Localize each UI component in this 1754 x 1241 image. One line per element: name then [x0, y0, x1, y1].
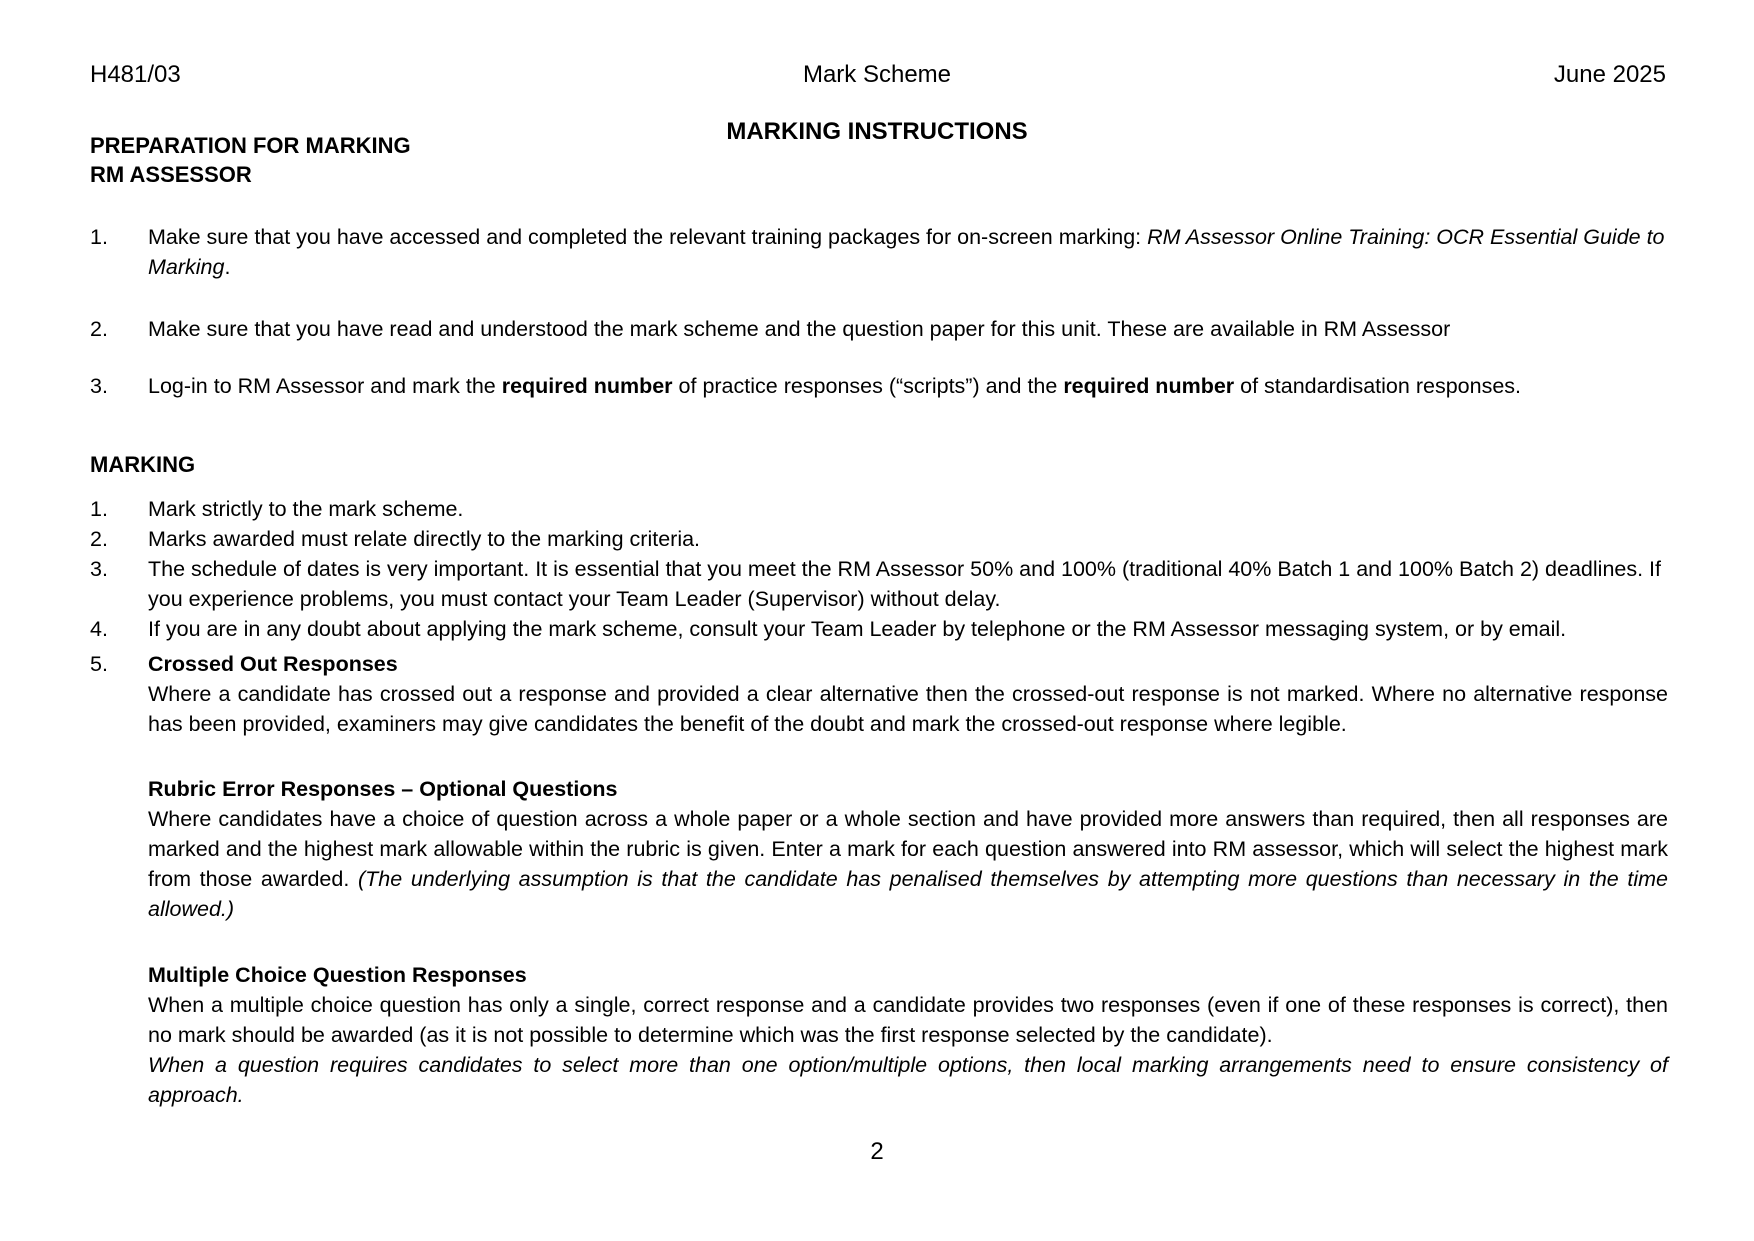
page-title: MARKING INSTRUCTIONS: [726, 118, 1028, 145]
prep-item-end: .: [224, 255, 231, 279]
prep-item-text: Make sure that you have read and understood the mark scheme and the question paper for this unit. These are available in RM Assessor: [148, 317, 1451, 341]
marking-item-text: The schedule of dates is very important. It is essential that you meet the RM Assessor 50% and 100% (traditional 40% Batch 1 and 100% Batch 2) deadlines. If you experience problems, you must contact your Team Leader (Supervisor) without delay.: [148, 557, 1661, 611]
prep-item-text: of practice responses (“scripts”) and the: [672, 374, 1064, 398]
marking-item-3: [90, 554, 1668, 614]
prep-item-number: 2.: [90, 317, 108, 341]
prep-item-number: 1.: [90, 225, 108, 249]
prep-item-text: of standardisation responses.: [1234, 374, 1521, 398]
marking-item-5: [90, 649, 1668, 679]
prep-item-italic: RM Assessor Online Training: OCR Essential Guide to Marking: [148, 225, 1665, 279]
header-left: H481/03: [90, 61, 181, 88]
prep-item-bold: required number: [501, 374, 673, 398]
mcq-text: When a multiple choice question has only a single, correct response and a candidate provides two responses (even if one of these responses is correct), then no mark should be awarded (as it is not possible to determine which was the first response selected by the candidate).: [148, 993, 1668, 1047]
marking-item-number: 3.: [90, 557, 108, 581]
rubric-italic: (The underlying assumption is that the candidate has penalised themselves by attempting more questions than necessary in the time allowed.): [148, 867, 1668, 921]
marking-item-number: 1.: [90, 497, 108, 521]
marking-item-text: Mark strictly to the mark scheme.: [148, 497, 464, 521]
header-right: June 2025: [1553, 61, 1666, 88]
rubric-paragraph: [148, 804, 1668, 924]
marking-item-number: 4.: [90, 617, 108, 641]
marking-item-number: 2.: [90, 527, 108, 551]
marking-item-number: 5.: [90, 652, 108, 676]
prep-item-3: [90, 371, 1668, 401]
prep-item-number: 3.: [90, 374, 108, 398]
mcq-italic: When a question requires candidates to select more than one option/multiple options, then local marking arrangements need to ensure consistency of approach.: [148, 1053, 1668, 1107]
preparation-heading: PREPARATION FOR MARKING: [90, 133, 411, 158]
header-center: Mark Scheme: [802, 61, 952, 88]
mcq-heading: Multiple Choice Question Responses: [148, 963, 527, 987]
marking-item-1: [90, 494, 1668, 524]
prep-item-text: Log-in to RM Assessor and mark the: [148, 374, 502, 398]
prep-item-bold: required number: [1063, 374, 1235, 398]
marking-item-text: If you are in any doubt about applying the mark scheme, consult your Team Leader by telephone or the RM Assessor messaging system, or by email.: [148, 617, 1567, 641]
crossed-out-text: Where a candidate has crossed out a response and provided a clear alternative then the crossed-out response is not marked. Where no alternative response has been provided, examiners may give candidates the benefit of the doubt and mark the crossed-out response where legible.: [148, 682, 1668, 736]
rm-assessor-heading: RM ASSESSOR: [90, 162, 252, 187]
page-number: 2: [870, 1138, 884, 1165]
marking-item-2: [90, 524, 1668, 554]
prep-item-2: [90, 314, 1668, 344]
prep-item-1: [90, 222, 1668, 282]
rubric-heading: Rubric Error Responses – Optional Questions: [148, 777, 618, 801]
prep-item-text: Make sure that you have accessed and completed the relevant training packages for on-screen marking:: [148, 225, 1148, 249]
crossed-out-heading: Crossed Out Responses: [148, 652, 398, 676]
marking-item-text: Marks awarded must relate directly to the marking criteria.: [148, 527, 701, 551]
marking-item-4: [90, 614, 1668, 644]
rubric-text: Where candidates have a choice of question across a whole paper or a whole section and have provided more answers than required, then all responses are marked and the highest mark allowable within the rubric is given. Enter a mark for each question answered into RM assessor, which will select the highest mark from those awarded.: [148, 807, 1668, 891]
marking-heading: MARKING: [90, 452, 196, 477]
